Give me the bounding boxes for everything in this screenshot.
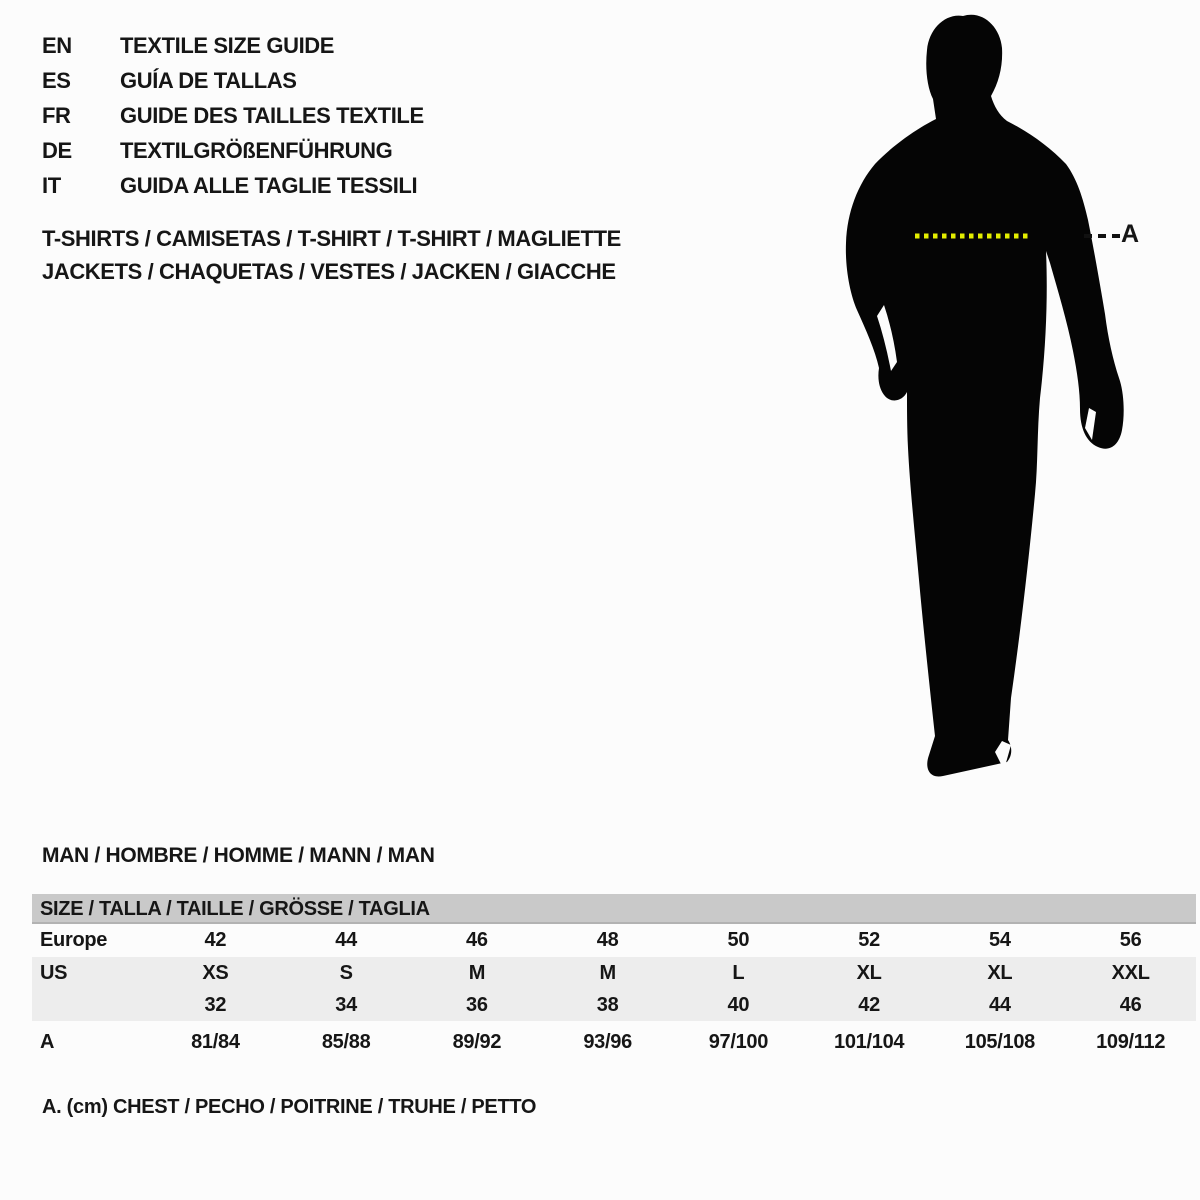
size-cell: M xyxy=(599,961,616,984)
size-cell: 40 xyxy=(727,993,750,1016)
size-cell: M xyxy=(468,961,486,984)
man-figure-svg xyxy=(830,0,1200,800)
size-cell: 50 xyxy=(727,929,750,951)
size-cell: 85/88 xyxy=(321,1030,371,1053)
size-cell: 42 xyxy=(204,929,227,951)
category-line-jackets: JACKETS / CHAQUETAS / VESTES / JACKEN / GIACCHE xyxy=(42,259,616,284)
language-title: GUÍA DE TALLAS xyxy=(120,67,297,93)
size-cell: XXL xyxy=(1111,961,1150,984)
row-label: A xyxy=(40,1030,55,1053)
size-cell: 81/84 xyxy=(191,1030,240,1053)
size-cell: 46 xyxy=(1119,993,1142,1016)
size-cell: 34 xyxy=(335,993,357,1016)
table-row-us xyxy=(32,957,1196,989)
language-row xyxy=(42,133,424,168)
language-code: EN xyxy=(42,32,72,58)
measure-label-a: A xyxy=(1121,220,1140,248)
language-list xyxy=(42,28,424,203)
row-label: Europe xyxy=(40,929,108,951)
size-cell: 36 xyxy=(466,993,488,1016)
garment-categories xyxy=(42,222,621,288)
table-row-europe xyxy=(32,924,1196,957)
size-cell: 38 xyxy=(596,993,619,1016)
language-title: GUIDE DES TAILLES TEXTILE xyxy=(120,102,424,128)
measure-footnote: A. (cm) CHEST / PECHO / POITRINE / TRUHE / PETTO xyxy=(42,1096,537,1118)
size-cell: L xyxy=(732,961,745,984)
size-cell: 105/108 xyxy=(964,1030,1035,1053)
language-code: DE xyxy=(42,137,72,163)
size-cell: 32 xyxy=(204,993,227,1016)
language-title: TEXTILGRÖßENFÜHRUNG xyxy=(120,137,393,163)
language-row xyxy=(42,168,424,203)
size-cell: 44 xyxy=(989,993,1011,1016)
size-cell: 97/100 xyxy=(708,1030,769,1053)
size-cell: 109/112 xyxy=(1096,1030,1166,1053)
size-cell: 44 xyxy=(335,929,357,951)
size-cell: XL xyxy=(856,961,882,984)
size-table xyxy=(32,894,1196,1063)
size-table-header: SIZE / TALLA / TAILLE / GRÖSSE / TAGLIA xyxy=(32,894,1196,924)
size-cell: 46 xyxy=(466,929,488,951)
size-cell: 89/92 xyxy=(452,1030,502,1053)
table-row-chest-a xyxy=(32,1021,1196,1063)
size-cell: 48 xyxy=(596,929,619,951)
size-cell: S xyxy=(339,961,353,984)
table-row-numeric xyxy=(32,989,1196,1021)
size-cell: 101/104 xyxy=(834,1030,905,1053)
size-cell: 42 xyxy=(858,993,880,1016)
size-cell: 93/96 xyxy=(583,1030,632,1053)
language-code: IT xyxy=(42,172,61,198)
row-label: US xyxy=(40,961,68,984)
language-title: GUIDA ALLE TAGLIE TESSILI xyxy=(120,172,418,198)
size-cell: 54 xyxy=(989,929,1011,951)
section-title-man: MAN / HOMBRE / HOMME / MANN / MAN xyxy=(42,844,435,867)
size-cell: 56 xyxy=(1119,929,1142,951)
language-code: FR xyxy=(42,102,71,128)
size-cell: 52 xyxy=(858,929,880,951)
man-silhouette xyxy=(846,15,1124,777)
language-code: ES xyxy=(42,67,71,93)
language-row xyxy=(42,98,424,133)
man-figure xyxy=(830,0,1200,800)
language-title: TEXTILE SIZE GUIDE xyxy=(120,32,335,58)
language-row xyxy=(42,63,424,98)
category-line-tshirts: T-SHIRTS / CAMISETAS / T-SHIRT / T-SHIRT / MAGLIETTE xyxy=(42,226,621,251)
size-cell: XL xyxy=(987,961,1013,984)
language-row xyxy=(42,28,424,63)
size-cell: XS xyxy=(202,961,229,984)
